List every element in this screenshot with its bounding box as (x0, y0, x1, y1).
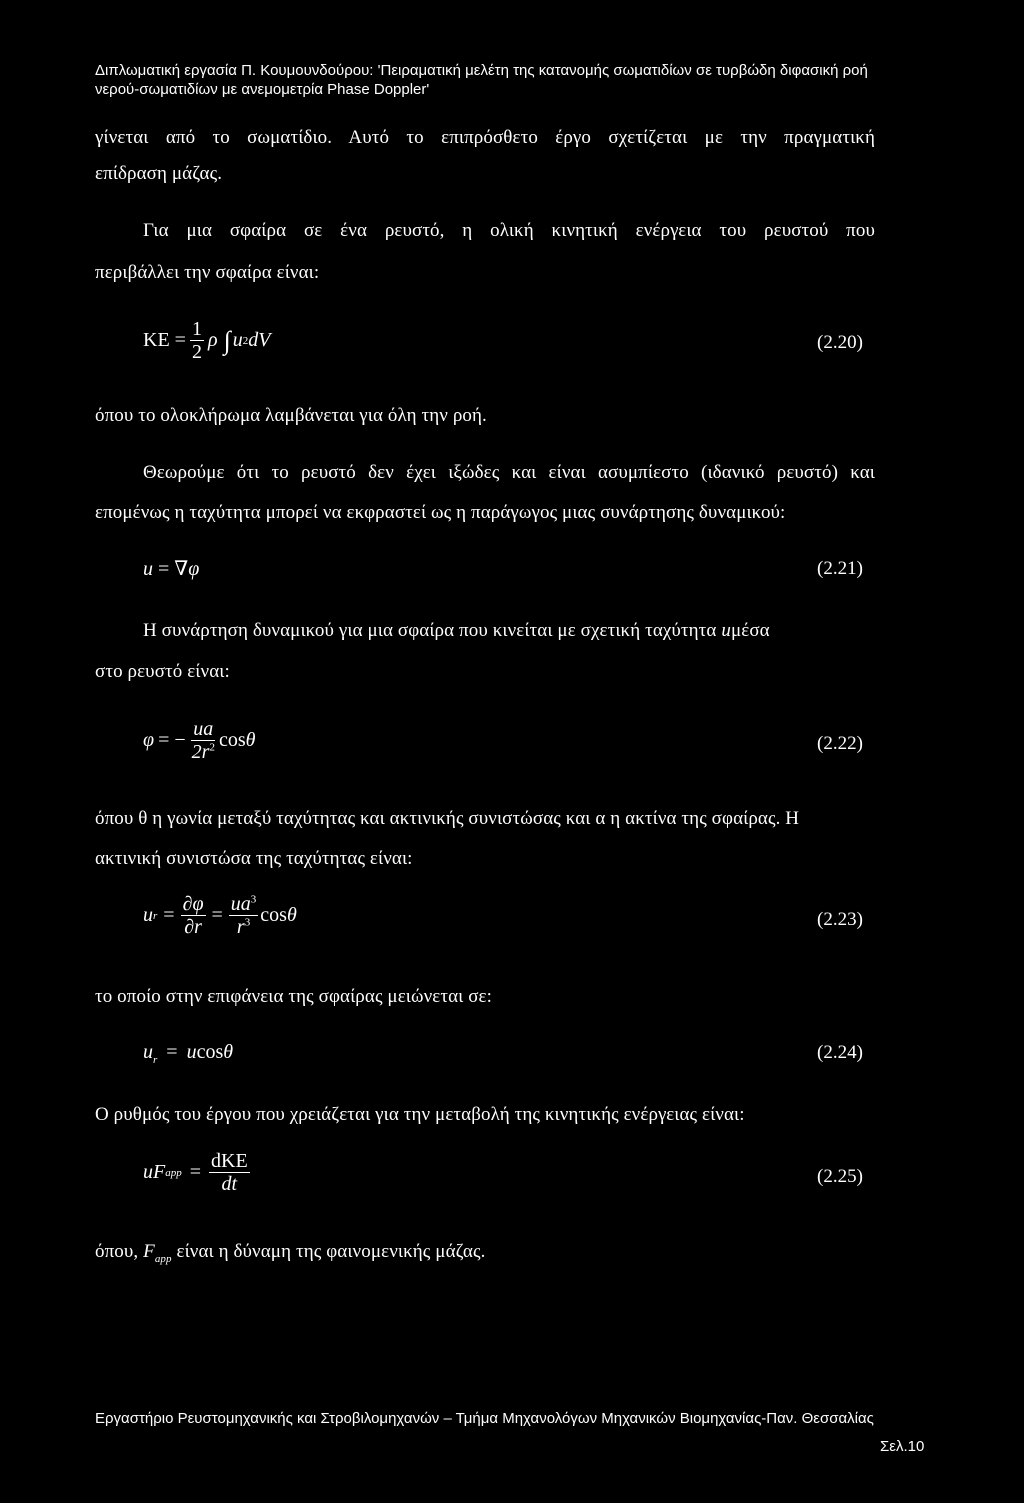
paragraph-7: το οποίο στην επιφάνεια της σφαίρας μειώνεται σε: (95, 986, 493, 1007)
paragraph-2-line1: Για μια σφαίρα σε ένα ρευστό, η ολική κινητική ενέργεια του ρευστού που (143, 220, 875, 241)
eq20-denominator: 2 (191, 341, 202, 363)
eq23-num1: ∂φ (182, 893, 204, 915)
paragraph-5-text-b: μέσα (730, 620, 770, 641)
eq20-rho: ρ (207, 329, 218, 351)
eq20-u: u (232, 329, 243, 351)
eq25-numerator: dKE (211, 1150, 248, 1172)
paragraph-9-text-b: είναι η δύναμη της φαινομενικής μάζας. (176, 1241, 486, 1262)
eq23-den2 (235, 916, 252, 938)
eq22-denominator (190, 741, 217, 763)
eq24-sub-r: r (153, 1054, 158, 1066)
paragraph-4-line2: επομένως η ταχύτητα μπορεί να εκφραστεί ως η παράγωγος μιας συνάρτησης δυναμικού: (95, 502, 786, 523)
eq21-u: u (143, 558, 153, 580)
equation-number-2-23: (2.23) (817, 909, 863, 930)
eq22-numerator: ua (193, 718, 214, 740)
paragraph-5-text-a: Η συνάρτηση δυναμικού για μια σφαίρα που κινείται με σχετική ταχύτητα (143, 620, 717, 641)
eq20-fraction (190, 318, 204, 363)
eq22-theta: θ (245, 729, 256, 751)
eq25-equals: = (189, 1161, 201, 1183)
eq24-theta: θ (223, 1041, 234, 1063)
eq24-u: u (143, 1041, 153, 1063)
paragraph-5-line1 (143, 620, 770, 642)
eq23-num2-exp: 3 (250, 893, 257, 906)
eq23-num2-base: ua (230, 893, 251, 915)
eq20-integral-sign: ∫ (223, 325, 231, 355)
eq22-equals-minus: = − (158, 729, 186, 751)
paragraph-9-sub-app: app (154, 1252, 172, 1265)
eq23-fraction-2 (229, 893, 259, 938)
eq25-sub-app: app (165, 1166, 182, 1179)
equation-2-23 (143, 893, 297, 938)
eq21-nabla: ∇ (174, 558, 189, 580)
eq21-phi: φ (188, 558, 200, 580)
eq23-cos: cos (260, 904, 287, 926)
equation-number-2-24: (2.24) (817, 1042, 863, 1063)
eq23-theta: θ (286, 904, 297, 926)
eq23-equals-2: = (211, 904, 223, 926)
paragraph-9-f: F (143, 1241, 155, 1262)
equation-number-2-21: (2.21) (817, 558, 863, 579)
eq22-den-base: 2r (191, 741, 210, 763)
eq23-den1: ∂r (184, 916, 202, 938)
paragraph-1-line1: γίνεται από το σωματίδιο. Αυτό το επιπρόσθετο έργο σχετίζεται με την πραγματική (95, 127, 875, 148)
eq23-den2-base: r (236, 916, 245, 938)
paragraph-6-line1: όπου θ η γωνία μεταξύ ταχύτητας και ακτινικής συνιστώσας και α η ακτίνα της σφαίρας. Η (95, 808, 800, 829)
equation-number-2-20: (2.20) (817, 332, 863, 353)
eq20-dv: dV (248, 329, 271, 351)
paragraph-9-text-a: όπου, (95, 1241, 139, 1262)
eq20-exponent: 2 (242, 334, 249, 347)
eq24-cos: cos (196, 1041, 224, 1063)
eq22-phi: φ (143, 729, 155, 751)
eq25-uf: uF (143, 1161, 166, 1183)
footer-institution: Εργαστήριο Ρευστομηχανικής και Στροβιλομηχανών – Τμήμα Μηχανολόγων Μηχανικών Βιομηχανίας-Παν. Θεσσαλίας (95, 1410, 874, 1427)
eq20-lhs: KE = (143, 329, 186, 351)
eq24-rhs-u: u (186, 1041, 197, 1063)
equation-2-24 (143, 1041, 233, 1066)
paragraph-3: όπου το ολοκλήρωμα λαμβάνεται για όλη την ροή. (95, 405, 487, 426)
paragraph-2-line2: περιβάλλει την σφαίρα είναι: (95, 262, 320, 283)
paragraph-9 (95, 1241, 485, 1265)
eq23-u: u (143, 904, 153, 926)
eq24-equals: = (166, 1041, 178, 1063)
equation-number-2-25: (2.25) (817, 1166, 863, 1187)
paragraph-8: Ο ρυθμός του έργου που χρειάζεται για την μεταβολή της κινητικής ενέργειας είναι: (95, 1104, 745, 1125)
paragraph-5-u: u (721, 620, 731, 641)
eq21-equals: = (158, 558, 170, 580)
eq23-equals-1: = (163, 904, 175, 926)
eq23-num2 (229, 893, 259, 916)
eq25-fraction (209, 1150, 250, 1195)
equation-2-25 (143, 1150, 250, 1195)
equation-2-22 (143, 718, 255, 763)
paragraph-6-line2: ακτινική συνιστώσα της ταχύτητας είναι: (95, 848, 413, 869)
eq25-denominator: dt (221, 1173, 238, 1195)
eq22-den-exp: 2 (209, 741, 215, 754)
document-header-line2: νερού-σωματιδίων με ανεμομετρία Phase Doppler' (95, 81, 430, 98)
equation-2-21 (143, 556, 199, 581)
paragraph-1-line2: επίδραση μάζας. (95, 163, 223, 184)
eq20-numerator: 1 (191, 318, 202, 340)
eq23-fraction-1 (181, 893, 206, 938)
eq23-den2-exp: 3 (244, 916, 251, 929)
eq22-cos: cos (218, 729, 246, 751)
paragraph-4-line1: Θεωρούμε ότι το ρευστό δεν έχει ιξώδες και είναι ασυμπίεστο (ιδανικό ρευστό) και (143, 462, 875, 483)
page-number: Σελ.10 (880, 1438, 925, 1455)
eq22-fraction (190, 718, 217, 763)
document-header-line1: Διπλωματική εργασία Π. Κουμουνδούρου: 'Πειραματική μελέτη της κατανομής σωματιδίων σε τυρβώδη διφασική ροή (95, 62, 868, 79)
equation-number-2-22: (2.22) (817, 733, 863, 754)
eq23-sub-r: r (153, 909, 158, 922)
paragraph-5-line2: στο ρευστό είναι: (95, 661, 230, 682)
equation-2-20 (143, 318, 270, 363)
